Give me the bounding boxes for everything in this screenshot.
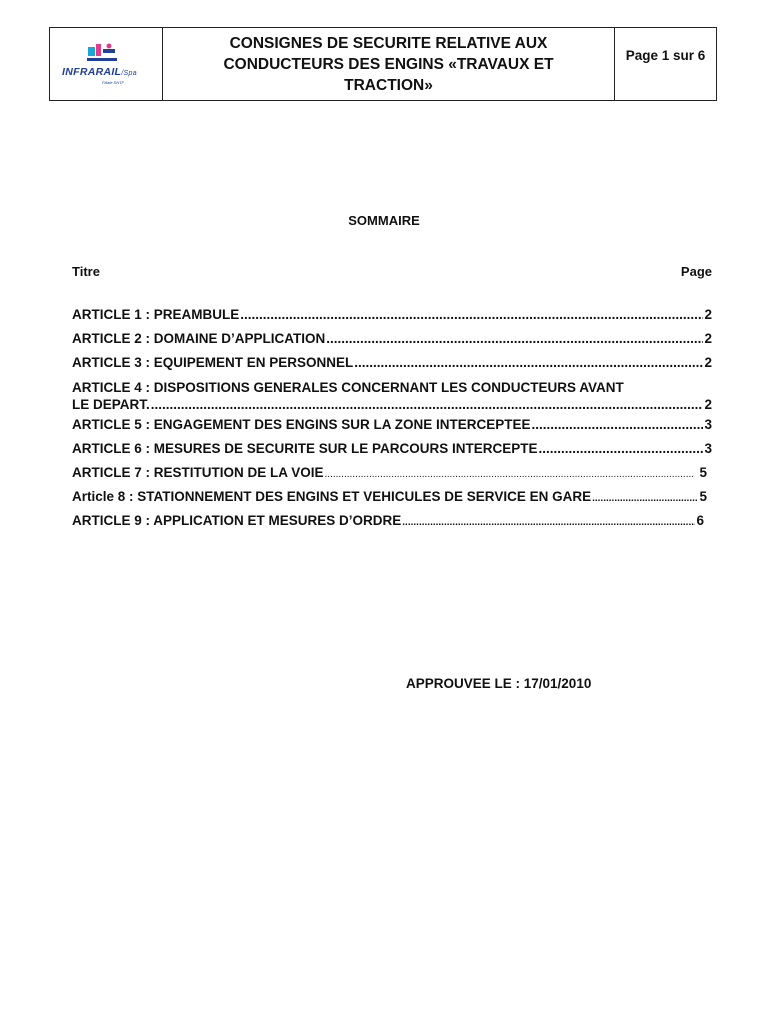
document-header	[49, 27, 717, 101]
logo-text: INFRARAIL/Spa	[62, 66, 137, 78]
page-indicator: Page 1 sur 6	[625, 48, 706, 63]
toc-entry[interactable]: ARTICLE 3 : EQUIPEMENT EN PERSONNEL ..... 2	[72, 355, 712, 379]
toc-column-page: Page	[680, 264, 712, 279]
toc-entry[interactable]: ARTICLE 4 : DISPOSITIONS GENERALES CONCERNANT LES CONDUCTEURS AVANT LE DEPART. ..... 2	[72, 379, 712, 413]
toc-entry[interactable]: ARTICLE 7 : RESTITUTION DE LA VOIE ..... 5	[72, 465, 707, 489]
toc-entry[interactable]: ARTICLE 5 : ENGAGEMENT DES ENGINS SUR LA ZONE INTERCEPTEE ..... 3	[72, 417, 712, 441]
document-title: CONSIGNES DE SECURITE RELATIVE AUX CONDUCTEURS DES ENGINS «TRAVAUX ET TRACTION»	[223, 34, 554, 94]
infrarail-logo-icon	[86, 41, 122, 65]
page-cell	[615, 28, 716, 100]
toc-column-title: Titre	[72, 264, 100, 279]
logo-tagline: Filiale SNTF	[102, 80, 125, 85]
toc-entry[interactable]: ARTICLE 2 : DOMAINE D’APPLICATION ..... 2	[72, 331, 712, 355]
toc-entry[interactable]: ARTICLE 6 : MESURES DE SECURITE SUR LE PARCOURS INTERCEPTE ..... 3	[72, 441, 712, 465]
toc-entry[interactable]: ARTICLE 1 : PREAMBULE ..... 2	[72, 307, 712, 331]
toc-entry[interactable]: Article 8 : STATIONNEMENT DES ENGINS ET VEHICULES DE SERVICE EN GARE ..... 5	[72, 489, 707, 513]
title-cell	[163, 28, 615, 100]
sommaire-heading: SOMMAIRE	[348, 213, 420, 228]
logo-cell	[50, 28, 163, 100]
table-of-contents	[72, 307, 712, 537]
approval-date: APPROUVEE LE : 17/01/2010	[406, 676, 592, 691]
toc-entry[interactable]: ARTICLE 9 : APPLICATION ET MESURES D’ORDRE ..... 6	[72, 513, 704, 537]
